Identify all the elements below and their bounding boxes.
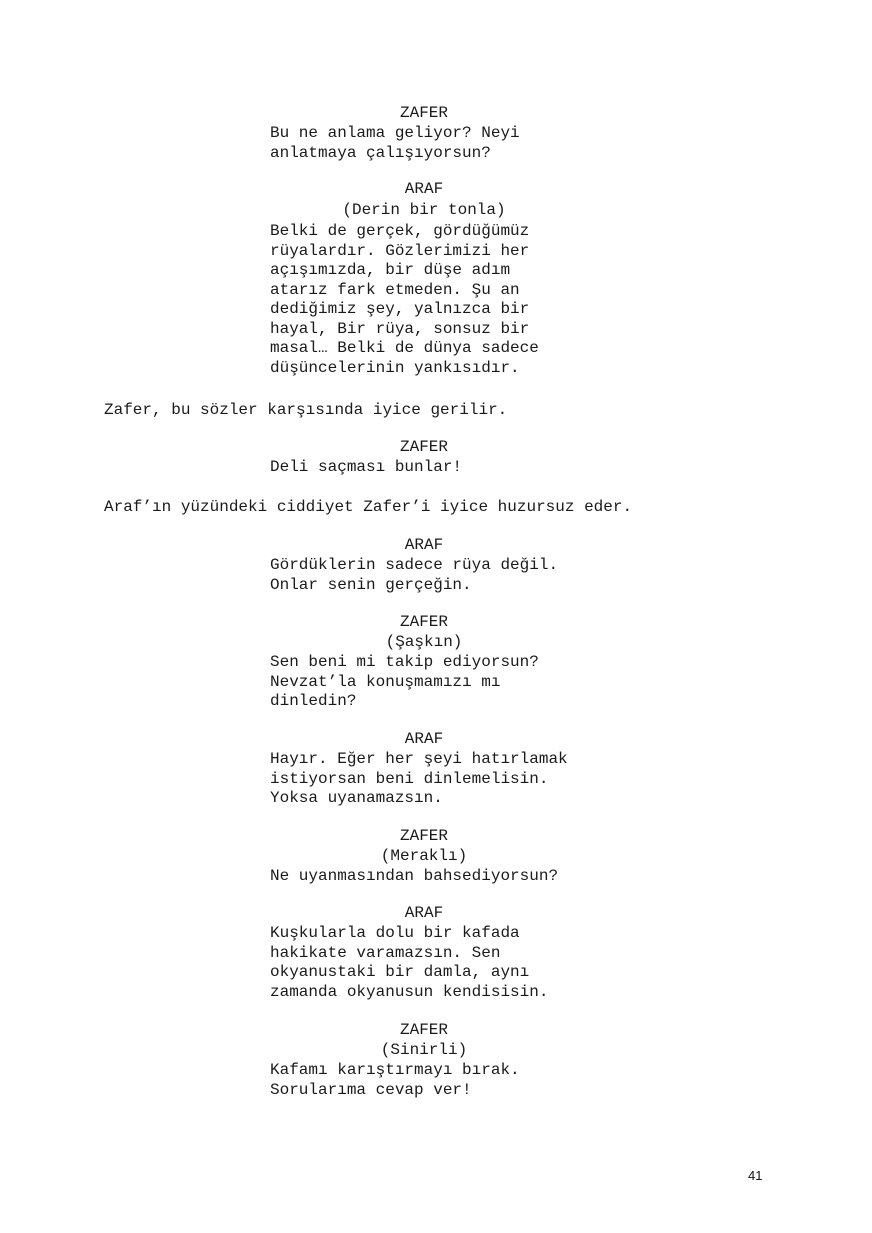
character-name: ZAFER (399, 613, 448, 631)
action-line: Araf’ın yüzündeki ciddiyet Zafer’i iyice huzursuz eder. (104, 498, 633, 516)
parenthetical: (Meraklı) (380, 847, 468, 865)
character-name: ARAF (404, 904, 444, 922)
dialogue: Kafamı karıştırmayı bırak. Sorularıma cevap ver! (270, 1061, 520, 1099)
parenthetical: (Şaşkın) (385, 633, 463, 651)
page-number: 41 (748, 1168, 763, 1183)
character-name: ARAF (404, 536, 444, 554)
dialogue: Hayır. Eğer her şeyi hatırlamak istiyorsan beni dinlemelisin. Yoksa uyanamazsın. (270, 750, 568, 807)
character-name: ZAFER (399, 104, 448, 122)
dialogue: Bu ne anlama geliyor? Neyi anlatmaya çalışıyorsun? (270, 124, 520, 162)
character-name: ZAFER (399, 438, 448, 456)
dialogue: Sen beni mi takip ediyorsun? Nevzat’la konuşmamızı mı dinledin? (270, 653, 539, 710)
character-name: ZAFER (399, 827, 448, 845)
dialogue: Belki de gerçek, gördüğümüz rüyalardır. Gözlerimizi her açışımızda, bir düşe adım atarız fark etmeden. Şu an dediğimiz şey, yalnızca bir hayal, Bir rüya, sonsuz bir masal… Belki de dünya sadece düşüncelerinin yankısıdır. (270, 222, 539, 377)
dialogue: Kuşkularla dolu bir kafada hakikate varamazsın. Sen okyanustaki bir damla, aynı zamanda okyanusun kendisisin. (270, 924, 549, 1001)
action-line: Zafer, bu sözler karşısında iyice gerilir. (104, 401, 508, 419)
dialogue: Gördüklerin sadece rüya değil. Onlar senin gerçeğin. (270, 556, 559, 594)
character-name: ARAF (404, 730, 444, 748)
dialogue: Ne uyanmasından bahsediyorsun? (270, 867, 559, 885)
parenthetical: (Sinirli) (380, 1041, 468, 1059)
character-name: ZAFER (399, 1021, 448, 1039)
parenthetical: (Derin bir tonla) (342, 201, 506, 219)
dialogue: Deli saçması bunlar! (270, 458, 463, 476)
character-name: ARAF (404, 180, 444, 198)
